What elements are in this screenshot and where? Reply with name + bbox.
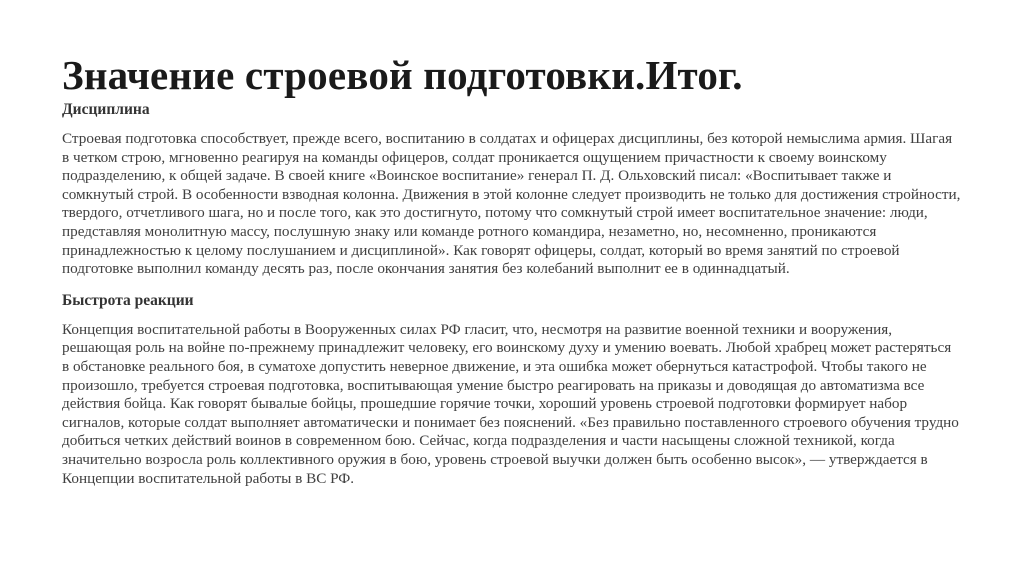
section-reaction-speed bbox=[62, 291, 962, 488]
section-body-reaction-speed: Концепция воспитательной работы в Вооруженных силах РФ гласит, что, несмотря на развитие военной техники и вооружения, решающая роль на войне по-прежнему принадлежит человеку, его воинскому духу и умению воевать. Любой храбрец может растеряться в обстановке реального боя, в суматохе допустить неверное движение, и эта ошибка может обернуться катастрофой. Чтобы такого не произошло, требуется строевая подготовка, воспитывающая умение быстро реагировать на приказы и доводящая до автоматизма все действия бойца. Как говорят бывалые бойцы, прошедшие горячие точки, хороший уровень строевой подготовки формирует набор сигналов, которые солдат выполняет автоматически и понимает без пояснений. «Без правильно поставленного строевого обучения трудно добиться четких действий воинов в современном бою. Сейчас, когда подразделения и части насыщены сложной техникой, когда значительно возросла роль коллективного оружия в бою, уровень строевой выучки должен быть особенно высок», — утверждается в Концепции воспитательной работы в ВС РФ. bbox=[62, 320, 959, 487]
slide-content bbox=[62, 100, 962, 488]
section-discipline bbox=[62, 100, 962, 279]
section-heading-discipline: Дисциплина bbox=[62, 101, 150, 118]
section-body-discipline: Строевая подготовка способствует, прежде всего, воспитанию в солдатах и офицерах дисциплины, без которой немыслима армия. Шагая в четком строю, мгновенно реагируя на команды офицеров, солдат проникается ощущением причастности к своему воинскому подразделению, к общей задаче. В своей книге «Воинское воспитание» генерал П. Д. Ольховский писал: «Воспитывает также и сомкнутый строй. В особенности взводная колонна. Движения в этой колонне следует производить не только для достижения стройности, твердого, отчетливого шага, но и после того, как это достигнуто, потому что сомкнутый строй имеет воспитательное значение: люди, представляя монолитную массу, послушную знаку или команде ротного командира, незаметно, но, несомненно, проникаются принадлежностью к целому послушанием и дисциплиной». Как говорят офицеры, солдат, который во время занятий по строевой подготовке выполнил команду десять раз, после окончания занятия без колебаний выполнит ее в одиннадцатый. bbox=[62, 130, 961, 278]
section-heading-reaction-speed: Быстрота реакции bbox=[62, 291, 194, 309]
slide-title: Значение строевой подготовки.Итог. bbox=[62, 52, 743, 98]
